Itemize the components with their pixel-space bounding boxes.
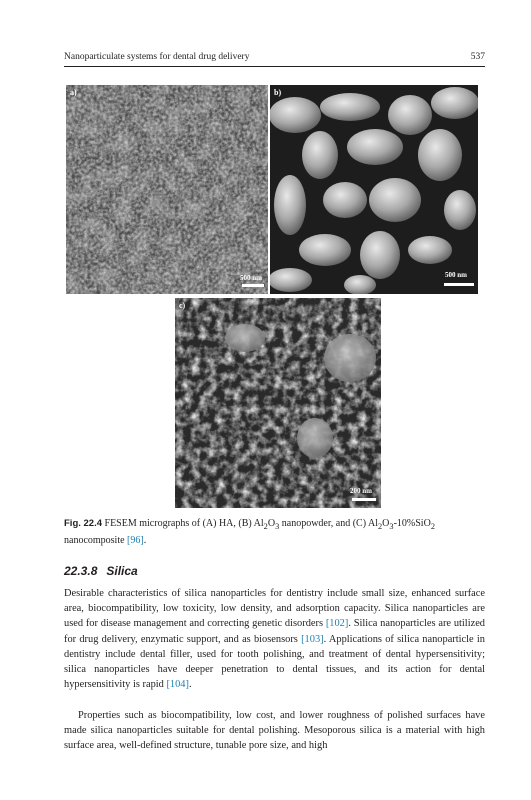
micrograph-b-image — [270, 85, 478, 294]
caption-text: nanopowder, and (C) Al — [279, 518, 378, 529]
running-header — [64, 50, 485, 64]
caption-text: O — [382, 518, 390, 529]
micrograph-c — [175, 298, 381, 508]
figure-caption — [64, 517, 485, 548]
panel-label-c: c) — [179, 301, 186, 310]
micrograph-a-image — [66, 85, 268, 294]
paragraph-text: . Applications of silica nanoparticle in dentistry include dental filler, used for tooth polishing, and treatment of dental hypersensitivity; silica nanoparticles have deeper penetration to dental tissues, and its action for dental hypersensitivity is rapid — [64, 633, 485, 691]
running-title: Nanoparticulate systems for dental drug delivery — [64, 52, 250, 62]
caption-text: O — [267, 518, 276, 529]
reference-link[interactable]: [104] — [166, 679, 189, 691]
caption-text: nanocomposite — [64, 535, 128, 546]
scale-text-b: 500 nm — [445, 271, 467, 279]
reference-link[interactable]: [96] — [127, 535, 144, 546]
panel-label-b: b) — [274, 88, 282, 97]
section-title: Silica — [106, 564, 138, 578]
reference-link[interactable]: [102] — [325, 618, 349, 630]
caption-subscript: 2 — [263, 522, 268, 531]
scale-bar-a — [242, 284, 264, 287]
body-paragraph — [64, 586, 485, 692]
micrograph-b — [270, 85, 478, 294]
caption-subscript: 2 — [430, 522, 435, 531]
panel-label-a: a) — [70, 88, 77, 97]
micrograph-a — [66, 85, 268, 294]
page-number: 537 — [470, 52, 485, 62]
section-heading — [64, 563, 138, 579]
paragraph-text: . — [188, 679, 192, 691]
caption-subscript: 2 — [378, 522, 383, 531]
paragraph-text: Desirable characteristics of silica nanoparticles for dentistry include small size, enhanced surface area, biocompatibility, low toxicity, low density, and adsorption capacity. Silica nanoparticles are used for disease management and correcting genetic disorders — [64, 588, 485, 630]
section-number: 22.3.8 — [64, 564, 98, 578]
header-rule — [64, 66, 485, 67]
caption-text: FESEM micrographs of (A) HA, (B) Al — [102, 518, 264, 529]
figure-label: Fig. 22.4 — [64, 518, 103, 529]
caption-text: . — [143, 535, 147, 546]
body-paragraph: Properties such as biocompatibility, low cost, and lower roughness of polished surfaces have made silica nanoparticles suitable for dental polishing. Mesoporous silica is a material with high surface area, well-defined structure, tunable pore size, and high — [64, 710, 485, 752]
micrograph-c-image — [175, 298, 381, 508]
caption-subscript: 3 — [389, 522, 394, 531]
scale-text-c: 200 nm — [350, 487, 372, 495]
scale-text-a: 500 nm — [240, 274, 262, 282]
reference-link[interactable]: [103] — [301, 633, 324, 645]
scale-bar-c — [352, 498, 376, 501]
scale-bar-b — [444, 283, 474, 286]
paragraph-text: . Silica nanoparticles are utilized for drug delivery, enzymatic support, and as biosensors — [64, 618, 485, 645]
caption-subscript: 3 — [275, 522, 280, 531]
caption-text: -10%SiO — [393, 518, 431, 529]
